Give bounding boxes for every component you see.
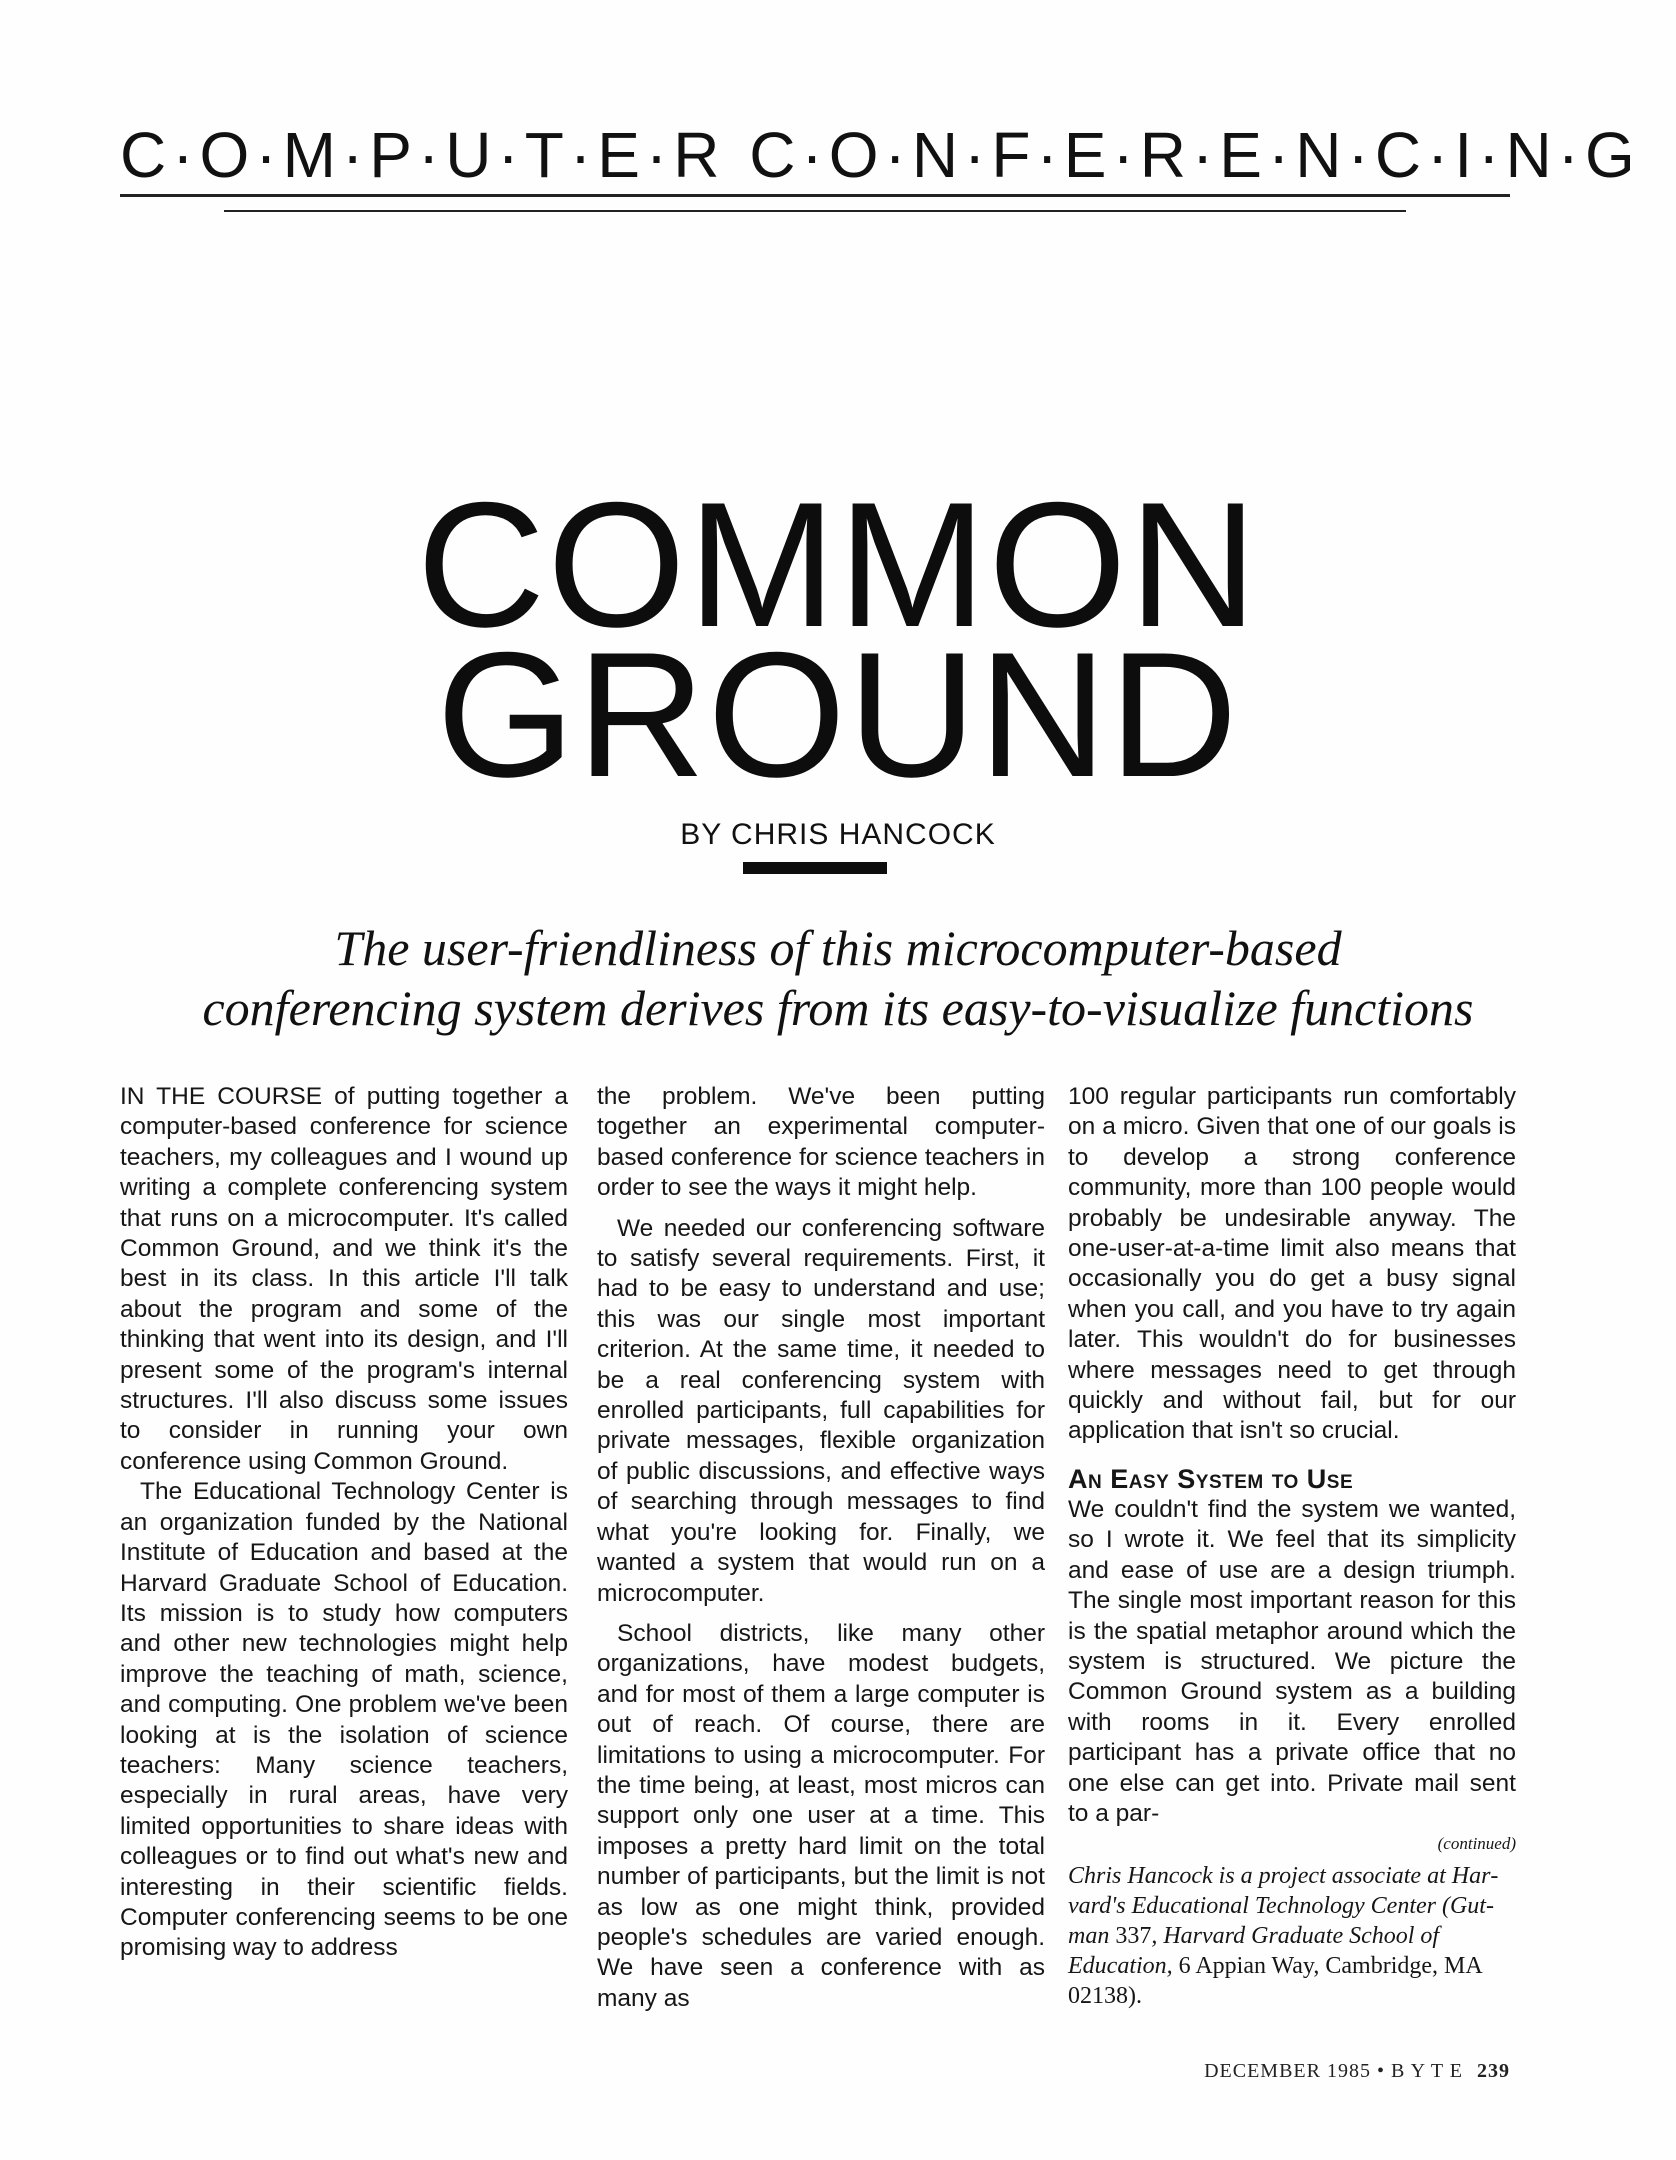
text-column-2 (597, 1082, 1045, 2014)
bio-part: Chris Hancock is a project associate at Harvard's Educational Technology Center (Gutman (1068, 1863, 1499, 1950)
byline: BY CHRIS HANCOCK (680, 818, 996, 851)
paragraph: 100 regular participants run comfortably on a micro. Given that one of our goals is to develop a strong conference community, more than 100 people would probably be undesirable anyway. The one-user-at-a-time limit also means that occasionally you do get a busy signal when you call, and you have to try again later. This wouldn't do for businesses where messages need to get through quickly and without fail, but for our application that isn't so crucial. (1068, 1083, 1516, 1445)
text-column-1 (120, 1082, 568, 1964)
page-number: 239 (1477, 2060, 1510, 2082)
paragraph: We needed our conferencing software to satisfy several requirements. First, it had to be easy to understand and use; this was our single most important criterion. At the same time, it needed to be a real conferencing system with enrolled participants, full capabilities for private messages, flexible organization of public discussions, and effective ways of searching through messages to find what you're looking for. Finally, we wanted a system that would run on a microcomputer. (597, 1214, 1045, 1607)
deck-line-2: conferencing system derives from its easy-to-visualize functions (202, 980, 1474, 1036)
kicker-rule-bottom (224, 210, 1406, 212)
bio-part: 337 (1115, 1923, 1152, 1950)
bio-part: 6 Appian Way, Cambridge, (1178, 1953, 1445, 1980)
author-bio (1068, 1861, 1516, 2011)
article-title (0, 465, 1676, 814)
paragraph: IN THE COURSE of putting together a computer-based conference for science teachers, my colleagues and I wound up writing a complete conferencing system that runs on a microcomputer. It's called Common Ground, and we think it's the best in its class. In this article I'll talk about the program and some of the thinking that went into its design, and I'll present some of the program's internal structures. I'll also discuss some issues to consider in running your own conference using Common Ground. (120, 1083, 568, 1475)
bio-part: MA 02138). (1068, 1953, 1482, 2010)
continued-note: (continued) (1437, 1834, 1516, 1854)
paragraph: The Educational Technology Center is an organization funded by the National Institute of Education and based at the Harvard Graduate School of Education. Its mission is to study how computers and other new technologies might help improve the teaching of math, science, and computing. One problem we've been looking at is the isolation of science teachers: Many science teachers, especially in rural areas, have very limited opportunities to share ideas with colleagues or to find out what's new and interesting in their scientific fields. Computer conferencing seems to be one promising way to address (120, 1478, 568, 1962)
paragraph: School districts, like many other organizations, have modest budgets, and for most of them a large computer is out of reach. Of course, there are limitations to using a microcomputer. For the time being, at least, most micros can support only one user at a time. This imposes a pretty hard limit on the total number of participants, but the limit is not as low as one might think, provided people's schedules are varied enough. We have seen a conference with as many as (597, 1619, 1045, 2012)
title-line-1: COMMON (416, 465, 1260, 664)
page-folio (1204, 2060, 1510, 2083)
paragraph: We couldn't find the system we wanted, so I wrote it. We feel that its simplicity and ease of use are a design triumph. The single most important reason for this is the spatial metaphor around which the system is structured. We picture the Common Ground system as a building with rooms in it. Every enrolled participant has a private office that no one else can get into. Private mail sent to a par- (1068, 1495, 1516, 1827)
deck-line-1: The user-friendliness of this microcomputer-based (334, 920, 1342, 976)
title-line-2: GROUND (436, 615, 1240, 814)
section-heading: An Easy System to Use (1068, 1463, 1354, 1494)
article-deck (60, 918, 1616, 1038)
paragraph: the problem. We've been putting together an experimental computer-based conference for science teachers in order to see the ways it might help. (597, 1083, 1045, 1202)
section-kicker: C·O·M·P·U·T·E·R C·O·N·F·E·R·E·N·C·I·N·G (120, 119, 1641, 191)
text-column-3 (1068, 1082, 1516, 2011)
byline-bar (743, 862, 887, 874)
kicker-rule-top (120, 194, 1510, 197)
bio-part: , Harvard Graduate School of Education, (1068, 1923, 1440, 1980)
folio-date-magazine: DECEMBER 1985 • B Y T E (1204, 2060, 1463, 2082)
